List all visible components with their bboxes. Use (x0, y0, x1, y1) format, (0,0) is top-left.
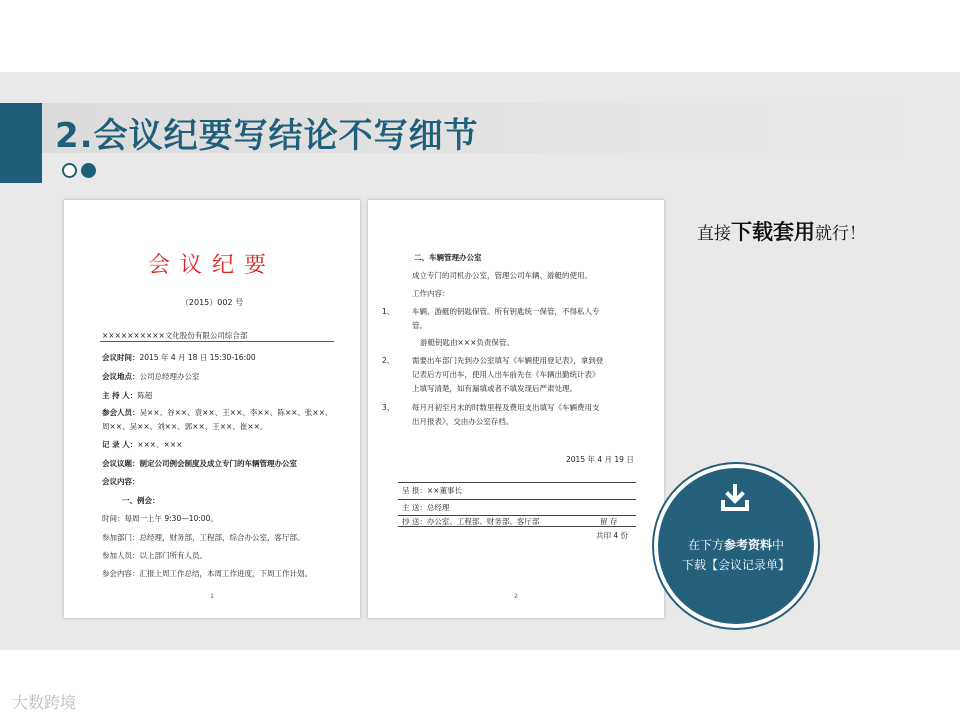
item-2-line-b: 记表后方可出车，使用人出车前先在《车辆出勤统计表》 (412, 370, 600, 379)
slide-title: 2.会议纪要写结论不写细节 (55, 116, 479, 156)
item-people: 参加人员：以上部门所有人员。 (102, 551, 207, 560)
watermark: 大数跨境 (12, 693, 77, 712)
item-1-number: 1、 (382, 307, 395, 316)
red-divider (100, 341, 334, 342)
meeting-place: 会议地点：公司总经理办公室 (102, 372, 200, 381)
item-1-line-a: 车辆、游艇的钥匙保管。所有钥匙统一保管，不得私人专 (412, 307, 600, 316)
section-2-heading: 二、车辆管理办公室 (414, 253, 482, 262)
document-page-1 (64, 200, 360, 618)
title-accent-bar (0, 103, 42, 183)
item-2-line-c: 上填写清楚，如有漏填或者不填发现后严肃处理。 (412, 384, 577, 393)
meeting-attendees: 参会人员：吴××、谷××、袁××、王××、李××、陈××、张××、 (102, 408, 333, 417)
outline-circle-icon (62, 163, 77, 178)
document-date: 2015 年 4 月 19 日 (566, 455, 634, 464)
section-1-heading: 一、例会： (122, 496, 160, 505)
doc-number: （2015）002 号 (180, 298, 244, 307)
doc-org: ××××××××××文化股份有限公司综合部 (102, 331, 248, 340)
meeting-topic: 会议议题：制定公司例会制度及成立专门的车辆管理办公室 (102, 459, 297, 468)
keep-copy: 留 存 (600, 517, 618, 526)
download-tip: 直接下载套用就行！ (697, 220, 866, 244)
work-content-label: 工作内容： (412, 289, 450, 298)
item-2-line-a: 需要出车部门先到办公室填写《车辆使用登记表》，拿到登 (412, 356, 604, 365)
meeting-content-label: 会议内容： (102, 477, 140, 486)
item-3-line-a: 每月月初至月末的时数里程及费用支出填写《车辆费用支 (412, 403, 600, 412)
deliver-to: 主 送：总经理 (402, 503, 450, 512)
doc-title: 会议纪要 (147, 253, 276, 278)
footer-rule-bottom (398, 526, 636, 527)
meeting-host: 主 持 人：陈超 (102, 391, 153, 400)
section-2-intro: 成立专门的司机办公室，管理公司车辆、游艇的使用。 (412, 271, 592, 280)
meeting-time: 会议时间：2015 年 4 月 18 日 15:30-16:00 (102, 353, 256, 362)
page-number: 1 (210, 593, 214, 600)
item-1-line-b: 管。 (412, 321, 427, 330)
item-time: 时间：每周一上午 9:30—10:00。 (102, 514, 218, 523)
meeting-attendees-cont: 周××、吴××、刘××、郭××、王××、崔××。 (102, 422, 268, 431)
filled-circle-icon (81, 163, 96, 178)
item-content: 参会内容：汇报上周工作总结，本周工作进度，下周工作计划。 (102, 569, 312, 578)
footer-rule-top (398, 482, 636, 483)
page-number: 2 (514, 593, 518, 600)
item-departments: 参加部门：总经理，财务部，工程部，综合办公室，客厅部。 (102, 533, 305, 542)
report-to: 呈 报：××董事长 (402, 486, 462, 495)
item-2-number: 2、 (382, 356, 395, 365)
footer-rule-1 (398, 499, 636, 500)
document-page-2 (368, 200, 664, 618)
item-3-line-b: 出月报表》，交由办公室存档。 (412, 417, 514, 426)
badge-line-1: 在下方参考资料中 (687, 538, 785, 552)
download-icon (720, 484, 750, 512)
badge-line-2: 下载【会议记录单】 (681, 558, 790, 572)
decorative-dots (62, 160, 100, 180)
copy-to: 抄 送：办公室、工程部、财务部、客厅部 (402, 517, 540, 526)
meeting-recorder: 记 录 人：×××、××× (102, 440, 183, 449)
print-copies: 共印 4 份 (596, 531, 629, 540)
item-3-number: 3、 (382, 403, 395, 412)
item-1-line-c: 游艇钥匙由×××负责保管。 (420, 338, 514, 347)
download-badge[interactable] (654, 464, 818, 628)
